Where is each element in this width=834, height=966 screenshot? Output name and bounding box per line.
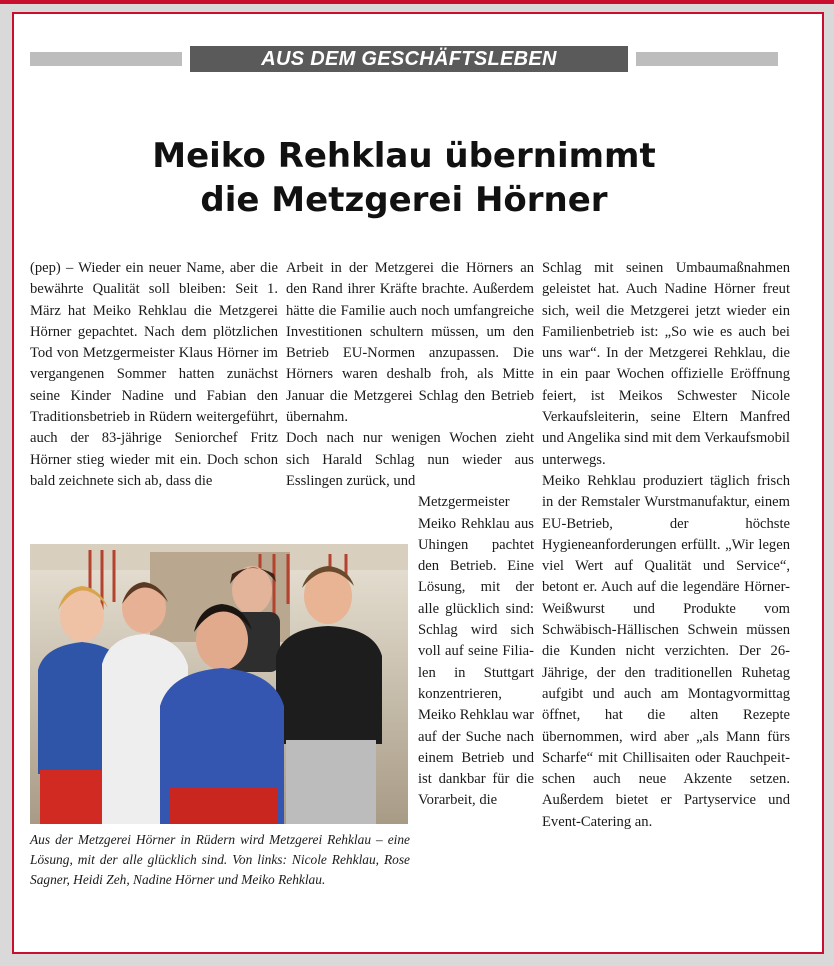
section-header xyxy=(30,46,778,72)
headline-line-1: Meiko Rehklau übernimmt xyxy=(152,136,656,176)
section-stripe-right xyxy=(636,52,778,66)
top-border xyxy=(0,0,834,4)
section-stripe-left xyxy=(30,52,182,66)
team-photo xyxy=(30,544,408,824)
column-3-paragraph-2: Meiko Rehklau produziert täglich frisch in der Remstaler Wurstmanufaktur, einem EU-Betrieb, der höchste Hygieneanforderungen erfüllt. „Wir legen viel Wert auf Qualität und Service“, betont er. Auch auf die legendäre Hörner-Weißwurst und Produkte vom Schwäbisch-Hällischen Schwein müssen die Kunden nicht verzichten. Der 26-Jährige, der den traditionellen Ruhetag aufgibt und auch am Montagvormittag öffnet, hat die alten Rezepte übernommen, wird aber „als Mann fürs Scharfe“ mit Chillisaiten oder Rauchpeitschen auch neue Akzente setzen. Außerdem bietet er Partyservice und Event-Catering an. xyxy=(542,472,790,830)
column-3-paragraph-1: Schlag mit seinen Umbaumaßnahmen geleistet hat. Auch Nadine Hörner freut sich, weil die Metzgerei jetzt wieder ein Familienbetrieb ist: „So wie es auch bei uns war“. In der Metzgerei Rehklau, die in ein paar Wochen offizielle Eröffnung feiert, ist Meikos Schwester Nicole Verkaufsleiterin, seine Eltern Manfred und Angelika sind mit dem Verkaufsmobil unterwegs. xyxy=(542,260,790,468)
section-label: AUS DEM GESCHÄFTSLEBEN xyxy=(190,46,628,72)
team-photo-illustration xyxy=(30,544,408,824)
column-2-paragraph-2: Doch nach nur wenigen Wochen zieht sich Harald Schlag nun wieder aus Esslingen zurück, und xyxy=(286,430,534,489)
column-2-paragraph-1: Arbeit in der Metzgerei die Hörners an den Rand ihrer Kräfte brachte. Außerdem hätte die Familie auch noch umfangreiche Investitionen schultern müssen, um den Betrieb EU-Normen anzupassen. Die Hörners waren deshalb froh, als Mitte Januar die Metzgerei Schlag den Betrieb übernahm. xyxy=(286,260,534,426)
headline-line-2: die Metzgerei Hörner xyxy=(200,180,608,220)
photo-caption: Aus der Metzgerei Hörner in Rüdern wird Metzgerei Rehklau – eine Lösung, mit der alle glücklich sind. Von links: Nicole Rehklau, Rose Sagner, Heidi Zeh, Nadine Hörner und Meiko Rehklau. xyxy=(30,832,410,887)
column-1-text: (pep) – Wieder ein neuer Name, aber die bewährte Qualität soll bleiben: Seit 1. März hat Meiko Rehklau die Metzgerei Hörner gepachtet. Nach dem plötzlichen Tod von Metzgermeister Klaus Hörner im vergangenen Sommer hatten zunächst seine Kinder Nadine und Fabian den Traditionsbetrieb in Rüdern weitergeführt, auch der 83-jährige Seniorchef Fritz Hörner stieg wieder mit ein. Doch schon bald zeichnete sich ab, dass die xyxy=(30,260,278,489)
headline xyxy=(60,134,748,222)
column-2-paragraph-3: Metzgermeister Meiko Rehklau aus Uhingen pachtet den Betrieb. Eine Lösung, mit der alle glücklich sind: Schlag wird sich voll auf seine Filialen in Stuttgart konzentrieren, Meiko Rehklau war auf der Suche nach einem Betrieb und ist dankbar für die Vorarbeit, die xyxy=(418,494,534,809)
column-1 xyxy=(30,258,278,492)
column-3 xyxy=(542,258,790,833)
